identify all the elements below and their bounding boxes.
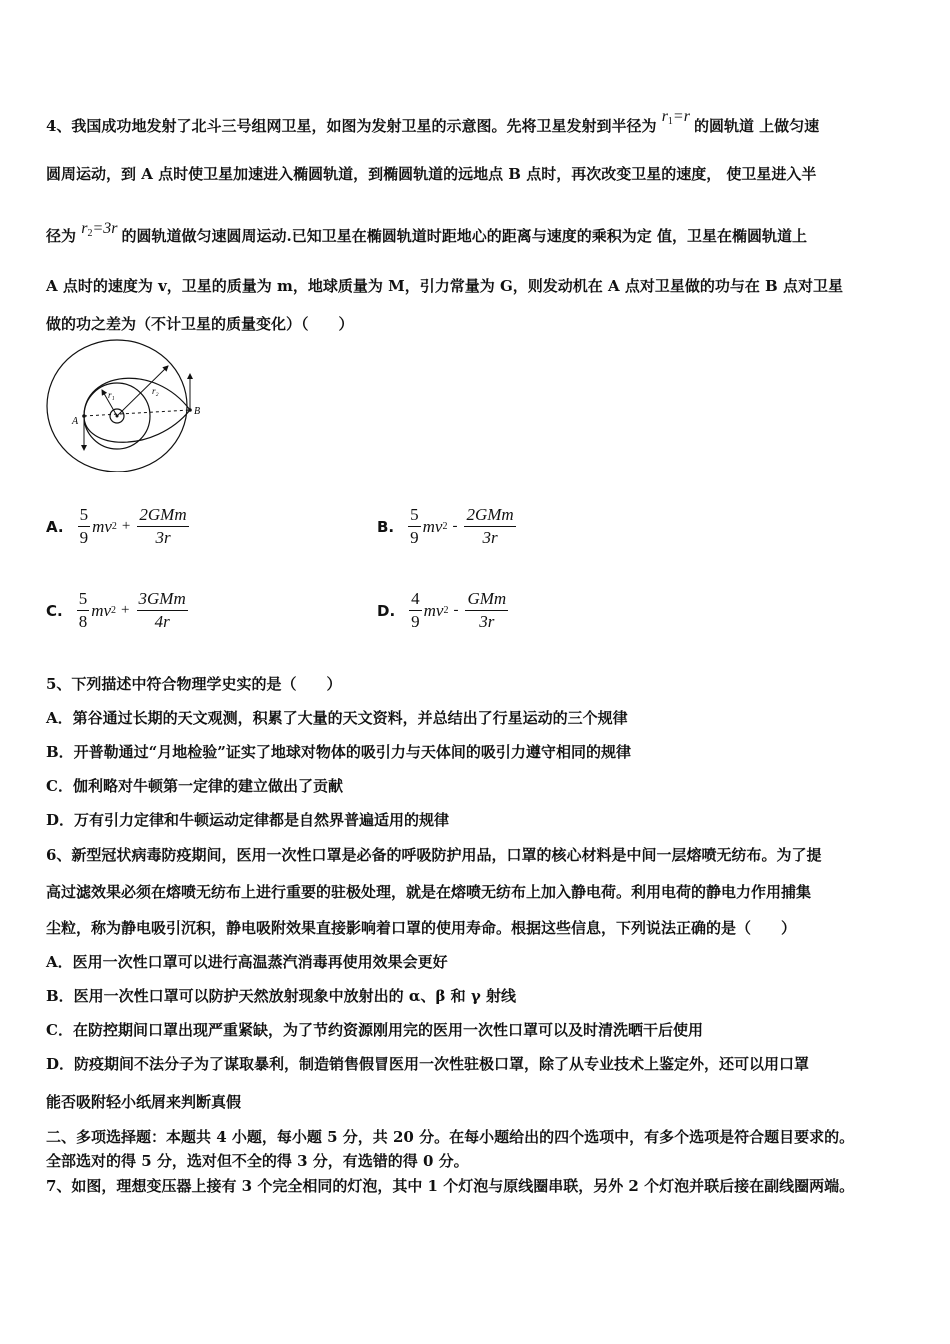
gmm-fraction [465,588,508,633]
r1-value: =r [672,108,690,125]
coef-numerator: 4 [409,588,422,611]
coef-numerator: 5 [408,504,421,527]
q6-option-b[interactable]: B．医用一次性口罩可以防护天然放射现象中放射出的 α、β 和 γ 射线 [46,987,516,1005]
gmm-numerator: GMm [465,588,508,611]
q5-stem: 5、下列描述中符合物理学史实的是（ ） [46,675,342,693]
mv-term: mv [422,516,443,536]
exponent: 2 [111,521,117,532]
q4-line-5: 做的功之差为（不计卫星的质量变化）（ ） [46,315,354,333]
outer-orbit [47,340,187,472]
coef-fraction [409,588,422,633]
gmm-denominator: 4r [154,612,170,631]
r2-value: =3r [92,220,118,237]
q4-line-3 [46,220,807,252]
mv-term: mv [91,600,112,620]
option-label: B. [377,517,395,536]
q6-option-a[interactable]: A．医用一次性口罩可以进行高温蒸汽消毒再使用效果会更好 [46,953,448,971]
mv-term: mv [423,600,444,620]
label-r2: r₂ [152,386,159,396]
option-label: A. [46,517,64,536]
label-a: A [72,416,79,427]
option-expression [75,588,190,633]
r2-arrow [117,366,168,416]
operator: + [121,518,131,534]
q4-line-4: A 点时的速度为 v，卫星的质量为 m，地球质量为 M，引力常量为 G，则发动机在 A 点对卫星做的功与在 B 点对卫星 [46,277,843,295]
axis-line [84,410,190,416]
point-a [82,414,86,418]
mv-term: mv [92,516,112,536]
coef-denominator: 9 [79,528,89,547]
coef-numerator: 5 [77,588,90,611]
coef-denominator: 9 [411,612,420,631]
gmm-fraction [464,504,515,549]
option-label: C. [46,601,63,620]
q5-option-c[interactable]: C．伽利略对牛顿第一定律的建立做出了贡献 [46,777,343,795]
gmm-denominator: 3r [155,528,171,547]
r1-formula [662,108,694,125]
q4-text-3a: 径为 [46,227,77,245]
exponent: 2 [442,521,448,532]
gmm-fraction [137,504,188,549]
exponent: 2 [443,605,449,616]
coef-fraction [78,504,91,549]
gmm-fraction [137,588,188,633]
label-r1: r₁ [108,390,115,400]
q5-option-a[interactable]: A．第谷通过长期的天文观测，积累了大量的天文资料，并总结出了行星运动的三个规律 [46,709,628,727]
q4-text-3b: 的圆轨道做匀速圆周运动.已知卫星在椭圆轨道时距地心的距离与速度的乘积为定 值，卫星在椭圆轨道上 [121,227,807,245]
coef-fraction [77,588,90,633]
q4-text-1a: 4、我国成功地发射了北斗三号组网卫星，如图为发射卫星的示意图。先将卫星发射到半径为 [46,117,657,135]
coef-denominator: 8 [78,612,88,631]
q6-option-d-line-2[interactable]: 能否吸附轻小纸屑来判断真假 [46,1093,242,1111]
section-2-line-1: 二、多项选择题：本题共 4 小题，每小题 5 分，共 20 分。在每小题给出的四个选项中，有多个选项是符合题目要求的。 [46,1128,855,1146]
q6-line-1: 6、新型冠状病毒防疫期间，医用一次性口罩是必备的呼吸防护用品，口罩的核心材料是中间一层熔喷无纺布。为了提 [46,846,822,864]
r2-formula [81,220,121,237]
q4-option-a[interactable] [46,504,191,549]
option-expression [76,504,191,549]
q5-option-d[interactable]: D．万有引力定律和牛顿运动定律都是自然界普遍适用的规律 [46,811,450,829]
option-expression [406,504,518,549]
r2-symbol: r [81,220,88,237]
label-b: B [194,406,201,417]
q4-option-b[interactable] [377,504,518,549]
point-b [188,408,192,412]
coef-numerator: 5 [78,504,91,527]
q4-option-d[interactable] [377,588,510,633]
gmm-numerator: 3GMm [137,588,188,611]
r2-subscript: 2 [87,228,93,239]
operator: - [452,518,458,534]
q6-option-c[interactable]: C．在防控期间口罩出现严重紧缺，为了节约资源刚用完的医用一次性口罩可以及时清洗晒干后使用 [46,1021,703,1039]
r1-subscript: 1 [667,116,673,127]
q6-line-2: 高过滤效果必须在熔喷无纺布上进行重要的驻极处理，就是在熔喷无纺布上加入静电荷。利用电荷的静电力作用捕集 [46,883,812,901]
coef-denominator: 9 [410,528,419,547]
coef-fraction [408,504,421,549]
operator: + [121,602,130,618]
q4-text-1b: 的圆轨道 上做匀速 [693,117,820,135]
q6-option-d-line-1[interactable]: D．防疫期间不法分子为了谋取暴利，制造销售假冒医用一次性驻极口罩，除了从专业技术上鉴定外，还可以用口罩 [46,1055,810,1073]
gmm-numerator: 2GMm [137,504,188,527]
option-label: D. [377,601,396,620]
q4-option-c[interactable] [46,588,190,633]
gmm-numerator: 2GMm [464,504,515,527]
gmm-denominator: 3r [482,528,498,547]
q6-line-3: 尘粒，称为静电吸引沉积，静电吸附效果直接影响着口罩的使用寿命。根据这些信息，下列说法正确的是（ ） [46,919,797,937]
q5-option-b[interactable]: B．开普勒通过“月地检验”证实了地球对物体的吸引力与天体间的吸引力遵守相同的规律 [46,743,631,761]
option-expression [407,588,510,633]
operator: - [453,602,459,618]
q4-line-2: 圆周运动，到 A 点时使卫星加速进入椭圆轨道，到椭圆轨道的远地点 B 点时，再次改变卫星的速度， 使卫星进入半 [46,165,817,183]
exponent: 2 [111,605,117,616]
q4-line-1 [46,108,820,142]
q7-line-1: 7、如图，理想变压器上接有 3 个完全相同的灯泡，其中 1 个灯泡与原线圈串联，另外 2 个灯泡并联后接在副线圈两端。 [46,1177,855,1195]
section-2-line-2: 全部选对的得 5 分，选对但不全的得 3 分，有选错的得 0 分。 [46,1152,469,1170]
r1-symbol: r [661,108,668,125]
gmm-denominator: 3r [479,612,495,631]
orbit-diagram [44,332,214,472]
